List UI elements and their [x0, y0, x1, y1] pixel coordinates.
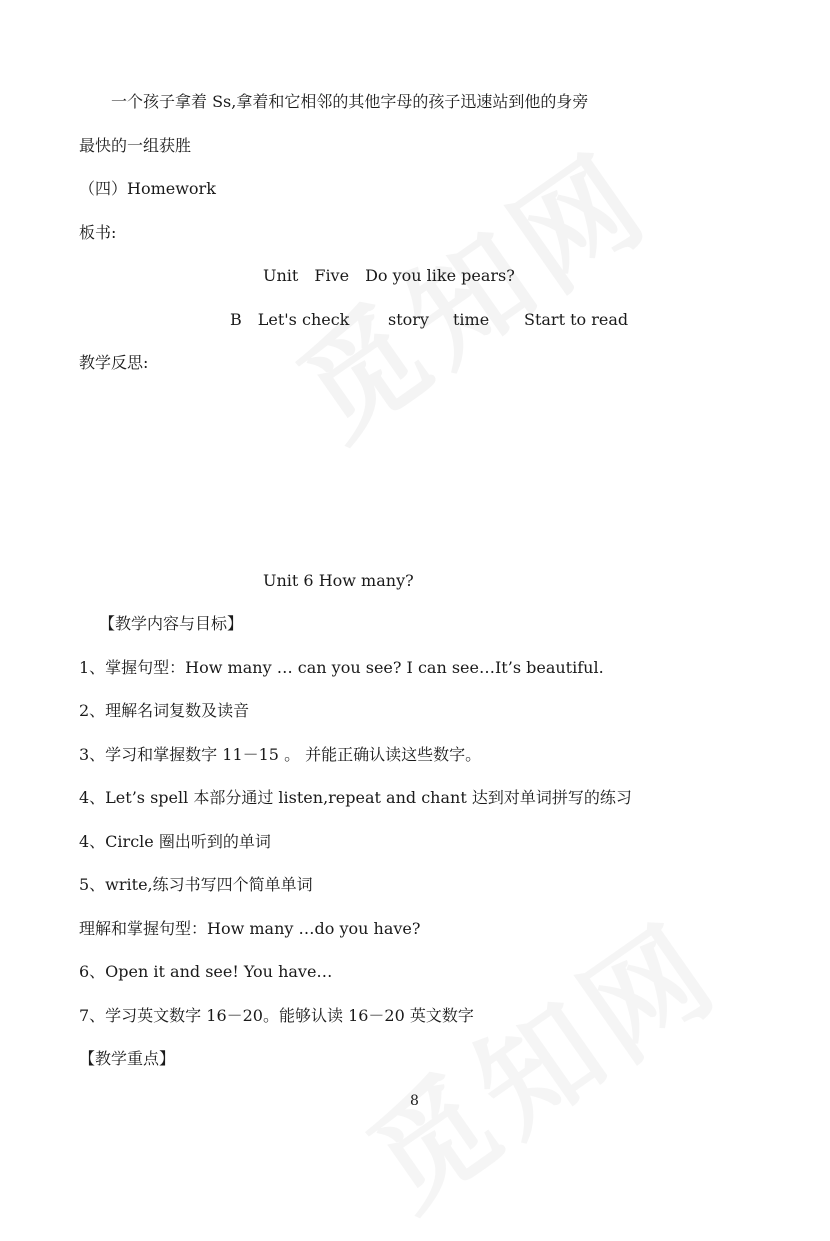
board-title: Unit Five Do you like pears?: [263, 266, 515, 285]
text-line: 3、学习和掌握数字 11－15 。 并能正确认读这些数字。: [79, 745, 482, 764]
text-line: 5、write,练习书写四个简单单词: [79, 875, 313, 894]
text-line: 2、理解名词复数及读音: [79, 701, 250, 720]
text-line: 教学反思:: [79, 353, 149, 372]
page-number: 8: [410, 1093, 419, 1109]
unit-title: Unit 6 How many?: [263, 571, 414, 590]
section-heading: （四）Homework: [79, 179, 216, 198]
text-line: 理解和掌握句型：How many …do you have?: [79, 919, 421, 938]
section-heading: 【教学内容与目标】: [99, 614, 244, 633]
text-line: 最快的一组获胜: [79, 136, 192, 155]
text-line: 1、掌握句型：How many … can you see? I can see…It’s beautiful.: [79, 658, 604, 677]
board-item: time: [453, 310, 490, 329]
text-line: 一个孩子拿着 Ss,拿着和它相邻的其他字母的孩子迅速站到他的身旁: [111, 92, 589, 111]
text-line: 4、Let’s spell 本部分通过 listen,repeat and chant 达到对单词拼写的练习: [79, 788, 632, 807]
text-line: 7、学习英文数字 16－20。能够认读 16－20 英文数字: [79, 1006, 474, 1025]
watermark: [260, 106, 678, 471]
section-heading: 【教学重点】: [79, 1049, 176, 1068]
board-item: B Let's check: [230, 310, 350, 329]
text-line: 板书:: [79, 223, 117, 242]
text-line: 4、Circle 圈出听到的单词: [79, 832, 271, 851]
board-item: Start to read: [524, 310, 629, 329]
text-line: 6、Open it and see! You have…: [79, 962, 333, 981]
board-item: story: [388, 310, 429, 329]
